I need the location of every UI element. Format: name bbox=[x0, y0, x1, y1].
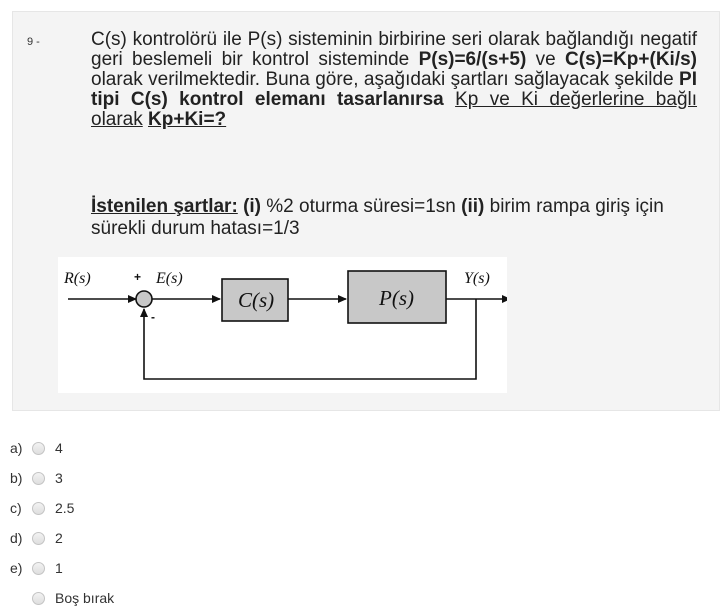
radio-button[interactable] bbox=[32, 442, 45, 455]
minus-sign: - bbox=[151, 310, 155, 324]
question-text-part4 bbox=[444, 89, 455, 110]
controller-equation: C(s)=Kp+(Ki/s) bbox=[565, 49, 697, 70]
option-value: 3 bbox=[55, 470, 63, 486]
question-text bbox=[91, 30, 697, 130]
option-b[interactable] bbox=[10, 468, 210, 488]
radio-button[interactable] bbox=[32, 472, 45, 485]
condition-i-text: %2 oturma süresi=1sn bbox=[261, 196, 462, 217]
option-letter: e) bbox=[10, 560, 23, 576]
option-letter: c) bbox=[10, 500, 22, 516]
option-value: 2 bbox=[55, 530, 63, 546]
option-value: 4 bbox=[55, 440, 63, 456]
summing-junction bbox=[136, 291, 152, 307]
pi-design-phrase: PI tipi C(s) kontrol elemanı tasarlanırsa bbox=[91, 69, 697, 110]
radio-button[interactable] bbox=[32, 592, 45, 605]
option-a[interactable] bbox=[10, 438, 210, 458]
condition-i-label: (i) bbox=[243, 196, 261, 217]
kp-ki-phrase: Kp ve Ki değerlerine bağlı olarak bbox=[91, 89, 698, 130]
plant-equation: P(s)=6/(s+5) bbox=[418, 49, 527, 70]
option-letter: a) bbox=[10, 440, 23, 456]
error-label: E(s) bbox=[156, 270, 183, 287]
input-label: R(s) bbox=[64, 270, 91, 287]
conditions-title-underline bbox=[91, 196, 238, 217]
option-value: Boş bırak bbox=[55, 590, 115, 606]
plant-label: P(s) bbox=[379, 286, 414, 310]
question-number: 9 - bbox=[27, 36, 40, 48]
option-letter: b) bbox=[10, 470, 23, 486]
sum-question-underline bbox=[148, 109, 226, 130]
question-text-part1: C(s) kontrolörü ile P(s) sisteminin birbirine seri olarak bağlandığı negatif geri beslemeli bir kontrol sisteminde bbox=[91, 29, 697, 70]
question-text-part3: olarak verilmektedir. Buna göre, aşağıdaki şartları sağlayacak şekilde bbox=[91, 69, 680, 90]
radio-button[interactable] bbox=[32, 502, 45, 515]
option-value: 1 bbox=[55, 560, 63, 576]
output-label: Y(s) bbox=[464, 270, 490, 287]
block-diagram bbox=[58, 257, 507, 393]
controller-label: C(s) bbox=[238, 288, 275, 312]
sum-question: Kp+Ki=? bbox=[148, 109, 227, 130]
plus-sign: + bbox=[134, 270, 142, 284]
option-d[interactable] bbox=[10, 528, 210, 548]
conditions-text bbox=[91, 196, 697, 240]
option-letter: d) bbox=[10, 530, 23, 546]
condition-ii-label: (ii) bbox=[461, 196, 485, 217]
radio-button[interactable] bbox=[32, 532, 45, 545]
question-text-part2: ve bbox=[526, 49, 566, 70]
option-c[interactable] bbox=[10, 498, 210, 518]
option-value: 2.5 bbox=[55, 500, 75, 516]
option-leave-blank[interactable] bbox=[10, 588, 210, 608]
conditions-title: İstenilen şartlar: bbox=[91, 196, 238, 217]
radio-button[interactable] bbox=[32, 562, 45, 575]
option-e[interactable] bbox=[10, 558, 210, 578]
question-card bbox=[12, 11, 720, 411]
condition-ii-text: birim rampa giriş için sürekli durum hatası=1/3 bbox=[91, 196, 664, 239]
